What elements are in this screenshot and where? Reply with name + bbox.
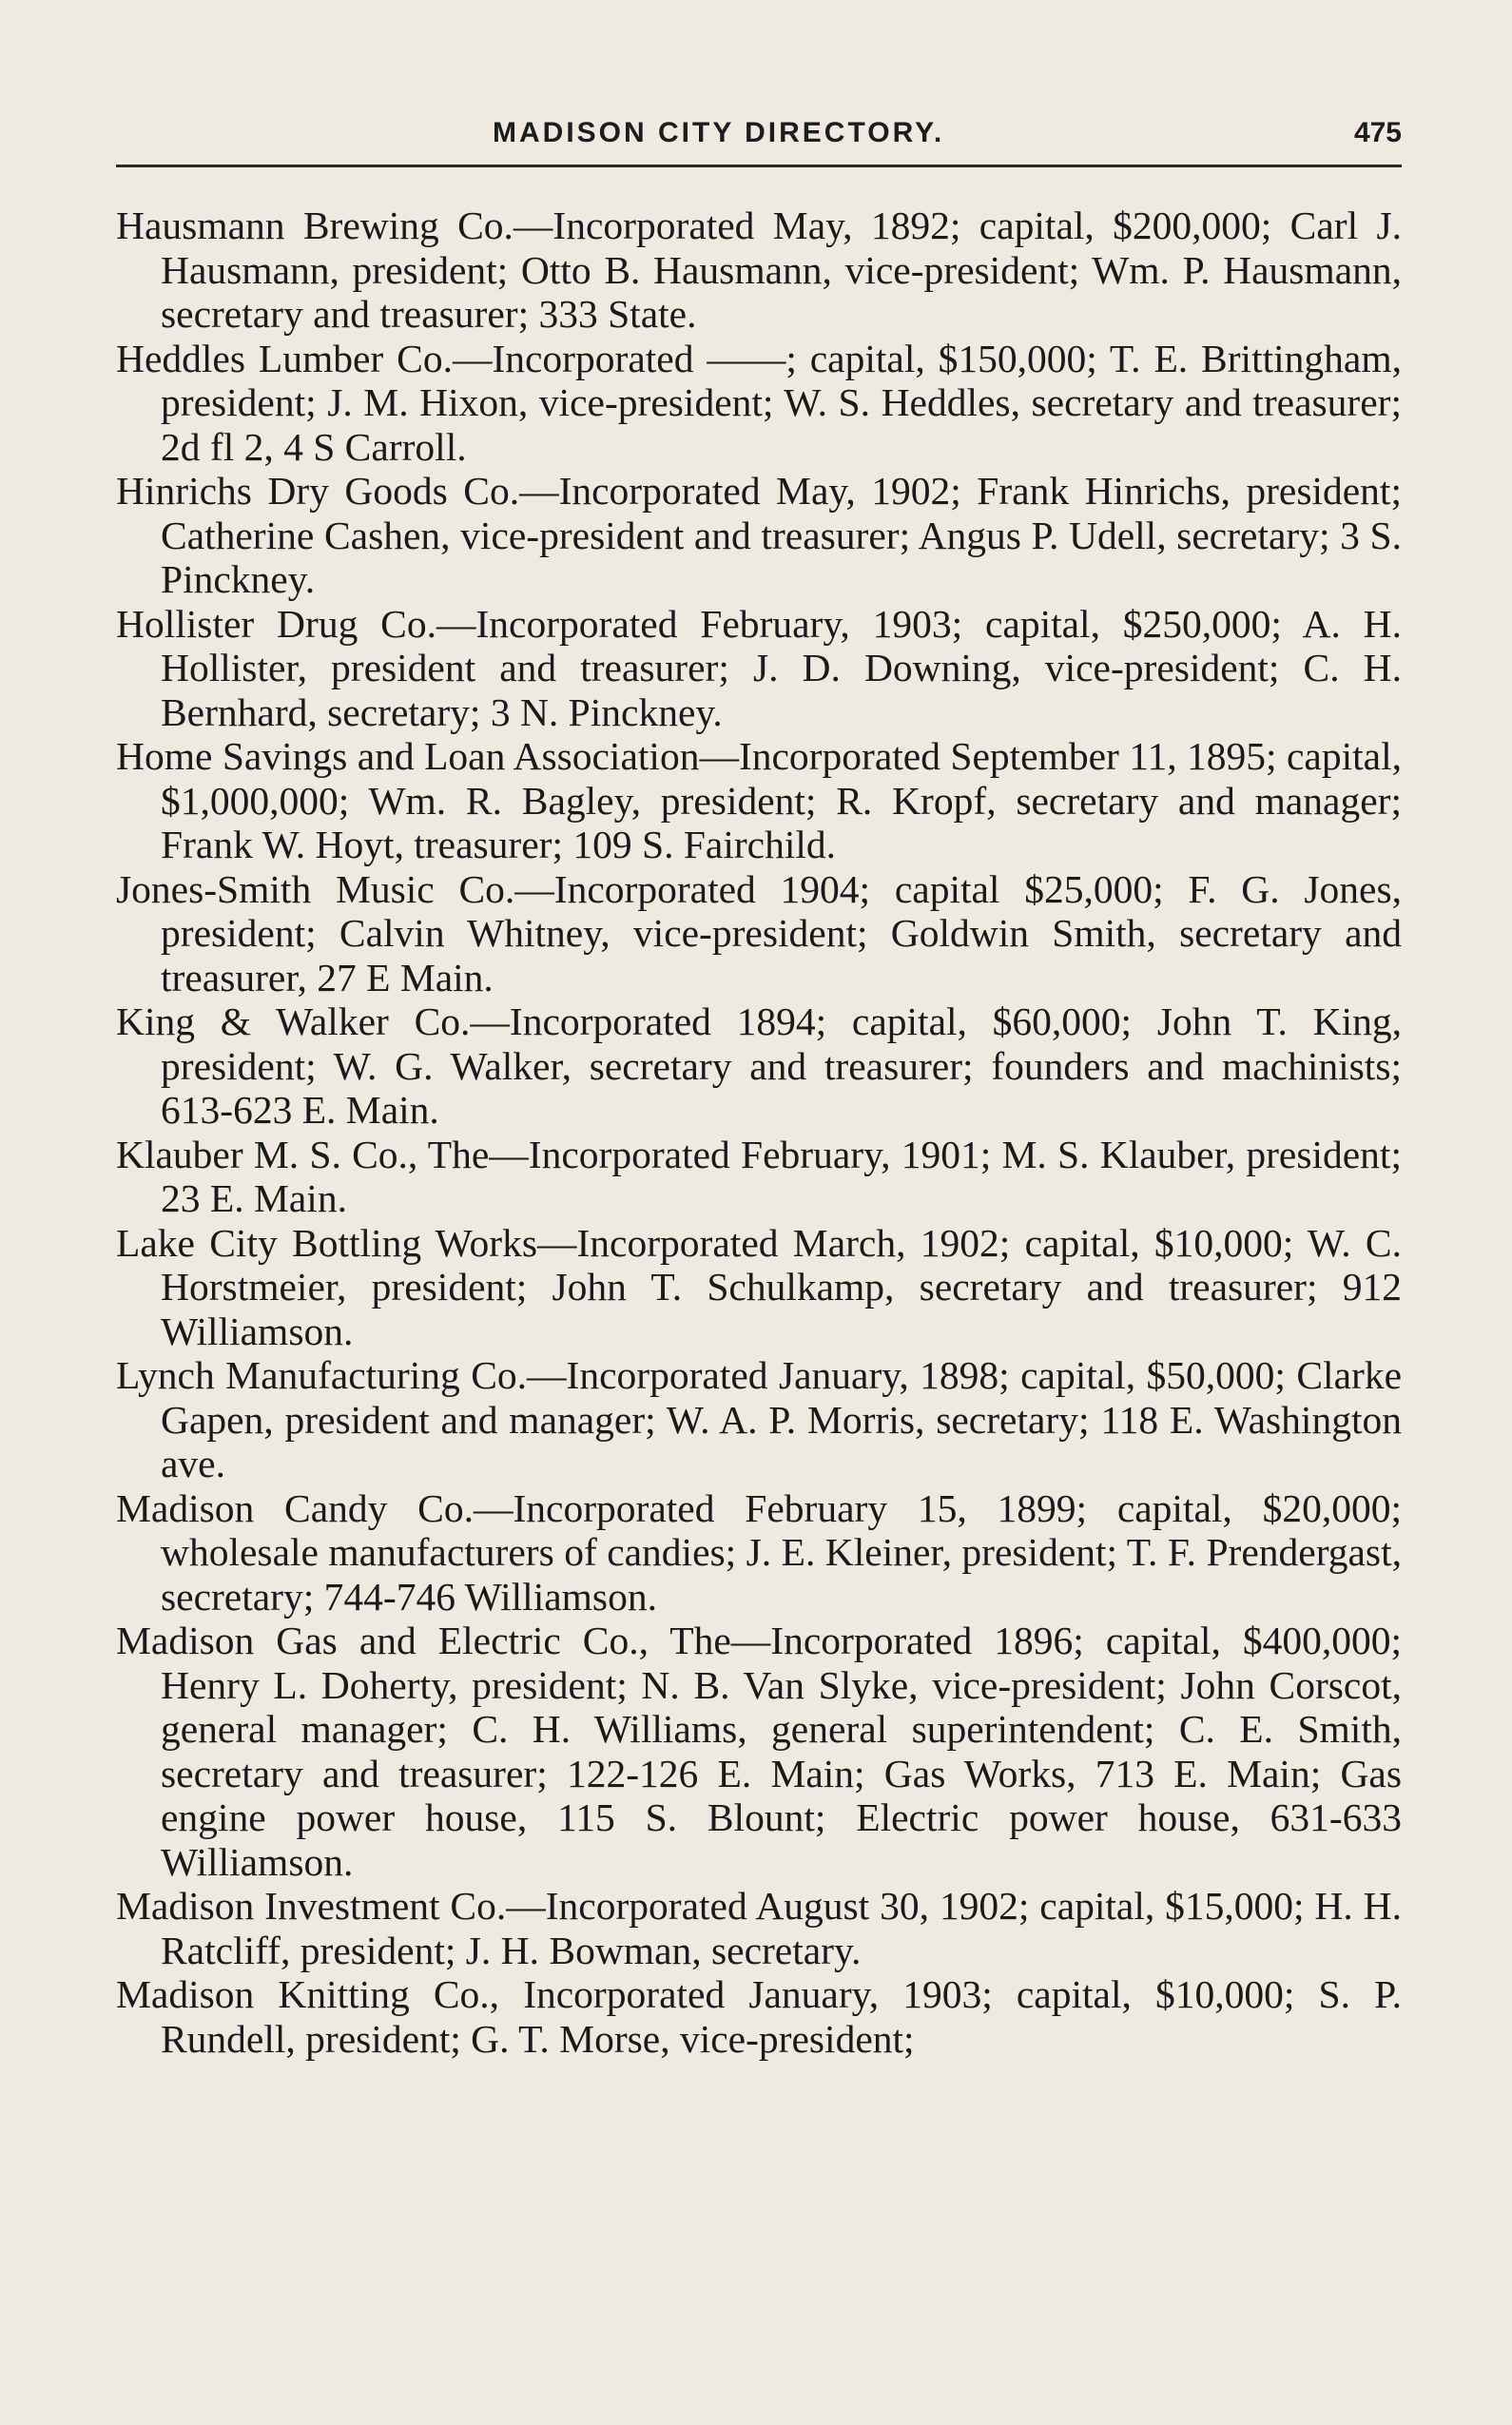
entry-lynch-manufacturing: Lynch Manufacturing Co.—Incorporated January, 1898; capital, $50,000; Clarke Gapen, president and manager; W. A. P. Morris, secretary; 118 E. Washington ave. xyxy=(116,1353,1402,1485)
entry-hollister-drug: Hollister Drug Co.—Incorporated February, 1903; capital, $250,000; A. H. Hollister, president and treasurer; J. D. Downing, vice-president; C. H. Bernhard, secretary; 3 N. Pinckney. xyxy=(116,601,1402,734)
entry-lake-city-bottling: Lake City Bottling Works—Incorporated March, 1902; capital, $10,000; W. C. Horstmeier, president; John T. Schulkamp, secretary and treasurer; 912 Williamson. xyxy=(116,1220,1402,1353)
page-title: MADISON CITY DIRECTORY. xyxy=(493,117,945,148)
page-number: 475 xyxy=(1353,117,1402,148)
header-rule xyxy=(116,165,1402,167)
entry-klauber: Klauber M. S. Co., The—Incorporated February, 1901; M. S. Klauber, president; 23 E. Main. xyxy=(116,1132,1402,1220)
entry-madison-gas-electric: Madison Gas and Electric Co., The—Incorporated 1896; capital, $400,000; Henry L. Doherty, president; N. B. Van Slyke, vice-president; John Corscot, general manager; C. H. Williams, general superintendent; C. E. Smith, secretary and treasurer; 122-126 E. Main; Gas Works, 713 E. Main; Gas engine power house, 115 S. Blount; Electric power house, 631-633 Williamson. xyxy=(116,1619,1402,1884)
entry-heddles-lumber: Heddles Lumber Co.—Incorporated ——; capital, $150,000; T. E. Brittingham, president; J. M. Hixon, vice-president; W. S. Heddles, secretary and treasurer; 2d fl 2, 4 S Carroll. xyxy=(116,336,1402,469)
entry-madison-candy: Madison Candy Co.—Incorporated February 15, 1899; capital, $20,000; wholesale manufacturers of candies; J. E. Kleiner, president; T. F. Prendergast, secretary; 744-746 Williamson. xyxy=(116,1485,1402,1619)
entry-jones-smith-music: Jones-Smith Music Co.—Incorporated 1904; capital $25,000; F. G. Jones, president; Calvin Whitney, vice-president; Goldwin Smith, secretary and treasurer, 27 E Main. xyxy=(116,866,1402,999)
entry-hinrichs-dry-goods: Hinrichs Dry Goods Co.—Incorporated May, 1902; Frank Hinrichs, president; Catherine Cashen, vice-president and treasurer; Angus P. Udell, secretary; 3 S. Pinckney. xyxy=(116,469,1402,601)
running-header xyxy=(116,109,1402,163)
entry-king-walker: King & Walker Co.—Incorporated 1894; capital, $60,000; John T. King, president; W. G. Walker, secretary and treasurer; founders and machinists; 613-623 E. Main. xyxy=(116,999,1402,1132)
entry-madison-knitting: Madison Knitting Co., Incorporated January, 1903; capital, $10,000; S. P. Rundell, president; G. T. Morse, vice-president; xyxy=(116,1972,1402,2061)
entry-madison-investment: Madison Investment Co.—Incorporated August 30, 1902; capital, $15,000; H. H. Ratcliff, president; J. H. Bowman, secretary. xyxy=(116,1884,1402,1972)
directory-entries xyxy=(116,204,1402,2061)
entry-home-savings-loan: Home Savings and Loan Association—Incorporated September 11, 1895; capital, $1,000,000; Wm. R. Bagley, president; R. Kropf, secretary and manager; Frank W. Hoyt, treasurer; 109 S. Fairchild. xyxy=(116,734,1402,866)
entry-hausmann-brewing: Hausmann Brewing Co.—Incorporated May, 1892; capital, $200,000; Carl J. Hausmann, president; Otto B. Hausmann, vice-president; Wm. P. Hausmann, secretary and treasurer; 333 State. xyxy=(116,204,1402,336)
